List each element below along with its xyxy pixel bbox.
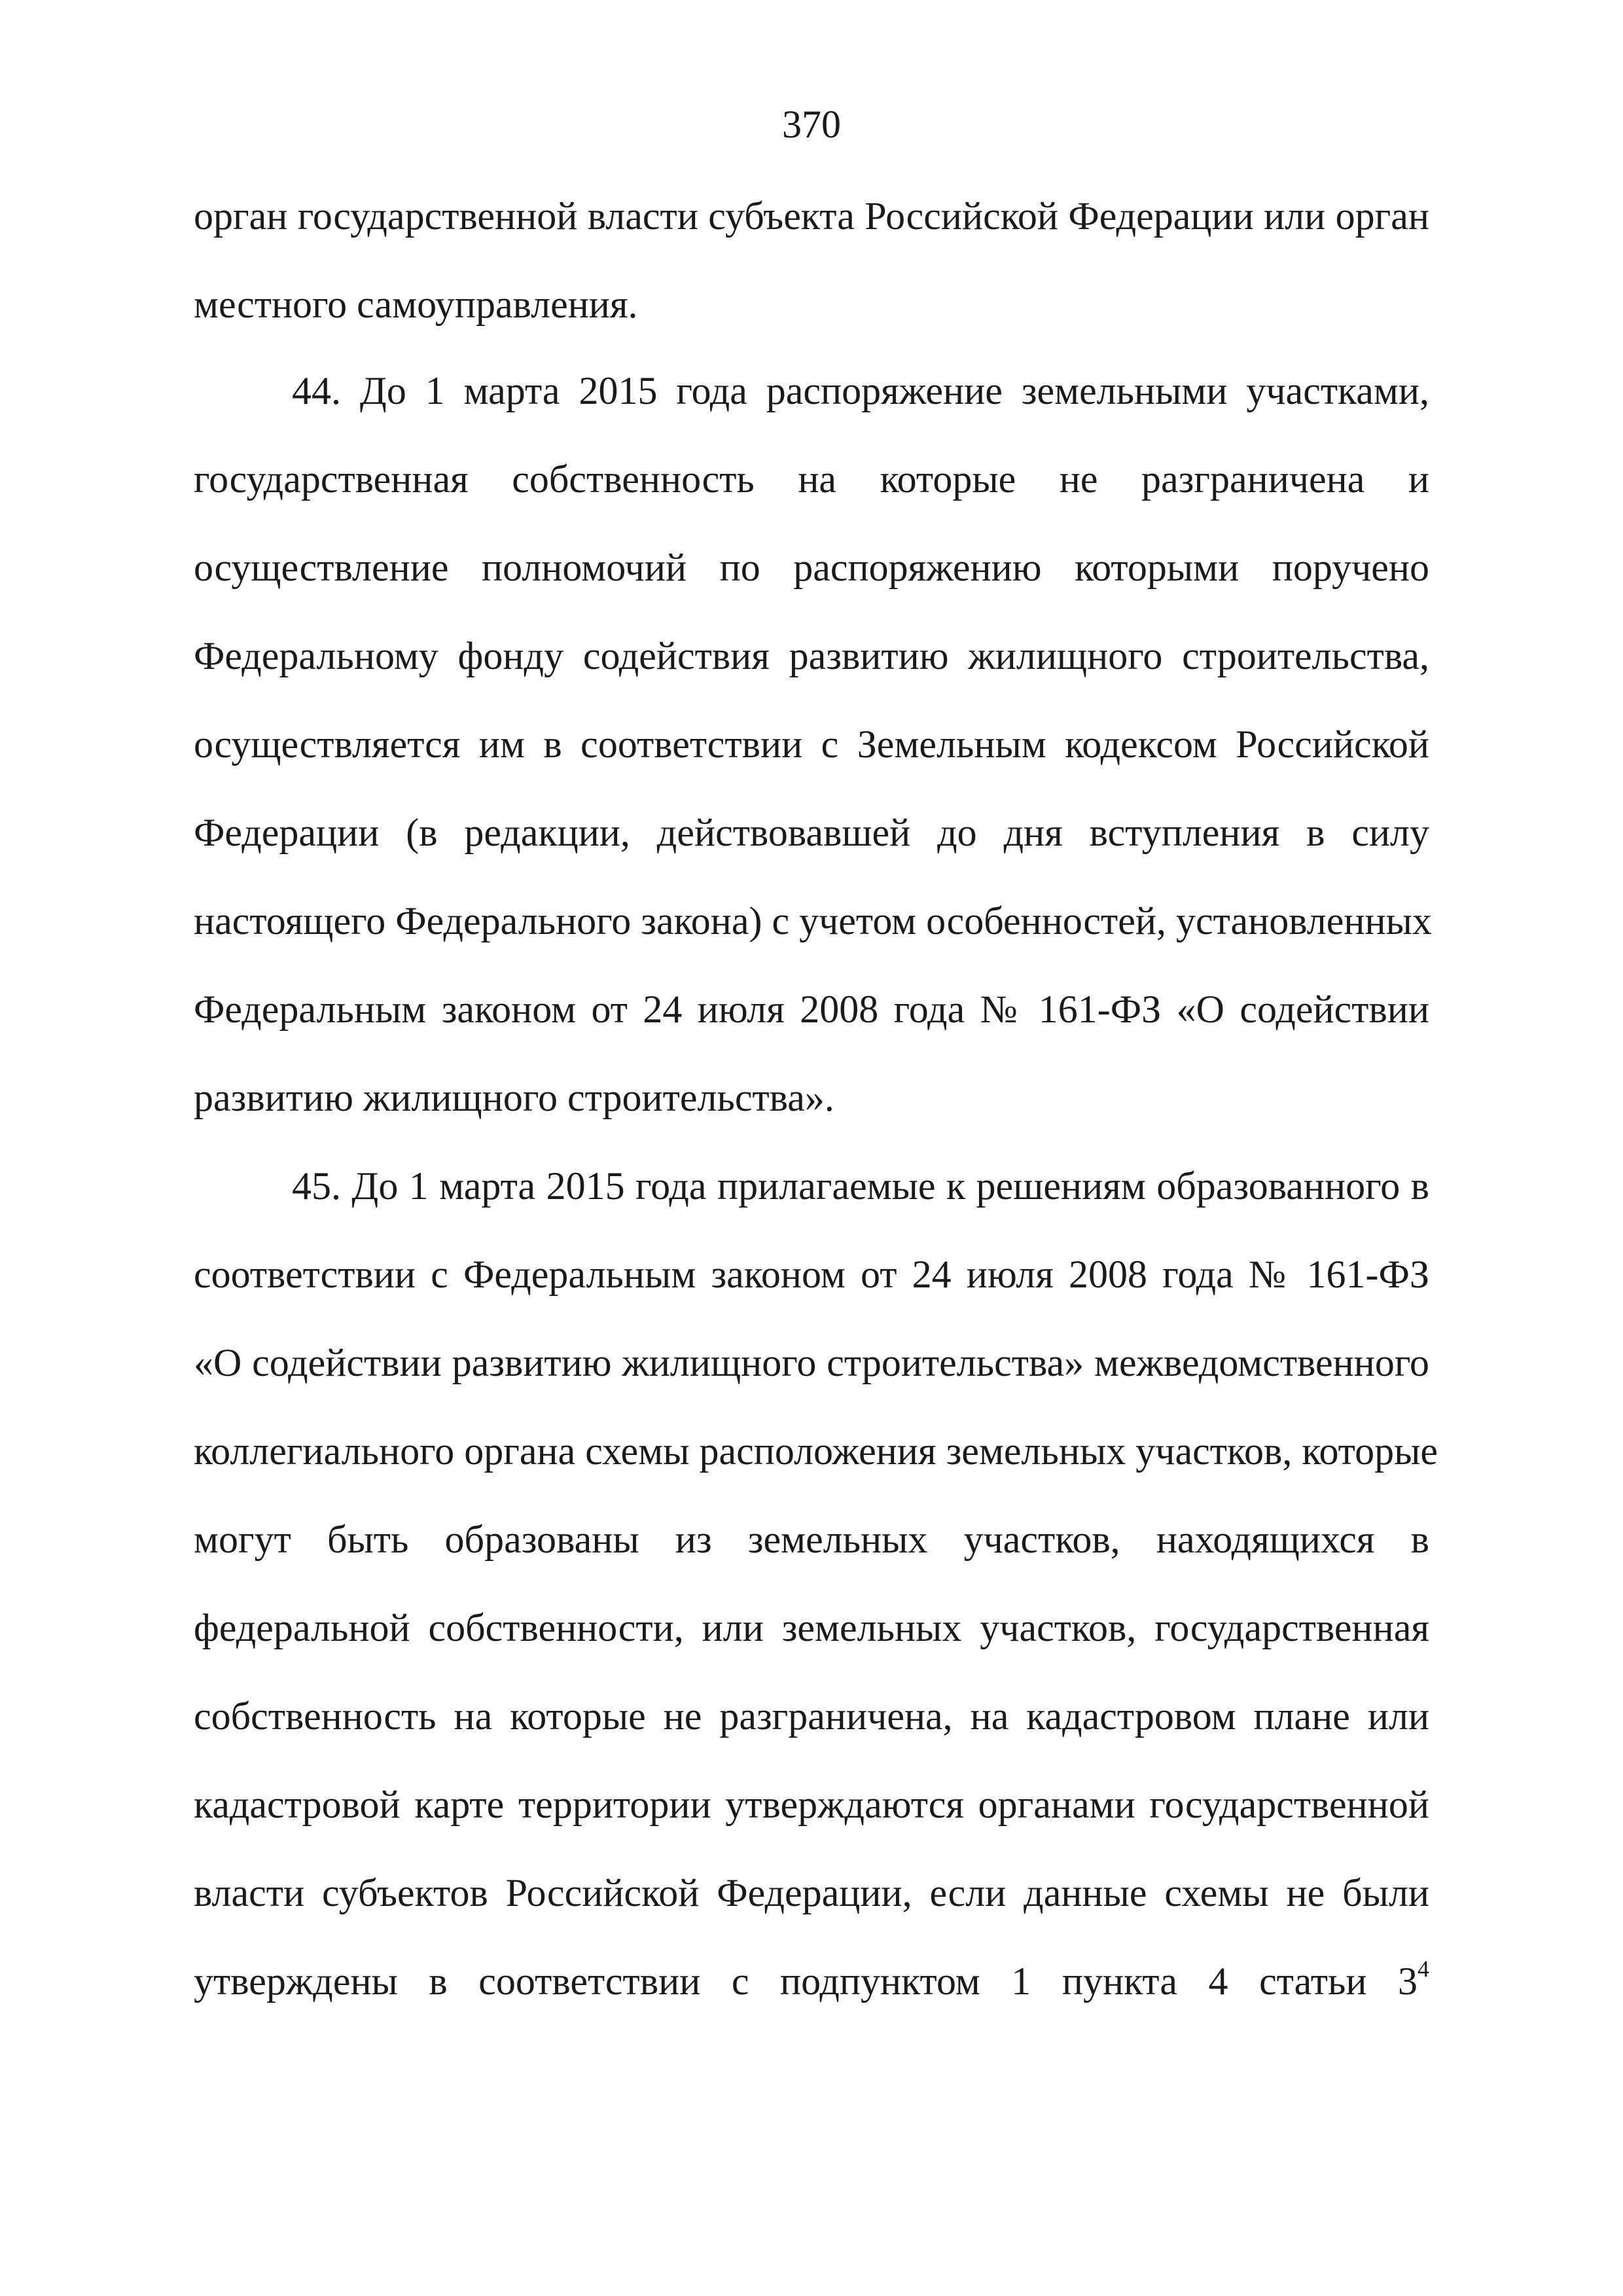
text-line: федеральной собственности, или земельных участков, государственная xyxy=(194,1606,1429,1649)
paragraph-44-start: 44. До 1 марта 2015 года распоряжение земельными участками, xyxy=(292,369,1429,412)
text-line: кадастровой карте территории утверждаются органами государственной xyxy=(194,1783,1429,1826)
text-line: настоящего Федерального закона) с учетом особенностей, установленных xyxy=(194,899,1432,942)
text-line: Федерации (в редакции, действовавшей до дня вступления в силу xyxy=(194,811,1429,854)
text-line: осуществление полномочий по распоряжению которыми поручено xyxy=(194,546,1429,589)
text-line-last-text: утверждены в соответствии с подпунктом 1 пункта 4 статьи 3 xyxy=(194,1960,1418,2003)
text-line: коллегиального органа схемы расположения земельных участков, которые xyxy=(194,1429,1438,1473)
text-line: «О содействии развитию жилищного строительства» межведомственного xyxy=(194,1341,1429,1384)
text-line: местного самоуправления. xyxy=(194,283,638,326)
text-line-last xyxy=(194,1955,1429,2007)
text-line: собственность на которые не разграничена, на кадастровом плане или xyxy=(194,1695,1429,1738)
text-line: государственная собственность на которые не разграничена и xyxy=(194,457,1429,501)
superscript-4: 4 xyxy=(1418,1956,1429,1982)
text-line: могут быть образованы из земельных участков, находящихся в xyxy=(194,1518,1429,1561)
text-line: соответствии с Федеральным законом от 24 июля 2008 года № 161-ФЗ xyxy=(194,1253,1429,1296)
text-line: власти субъектов Российской Федерации, если данные схемы не были xyxy=(194,1871,1429,1914)
text-line: орган государственной власти субъекта Российской Федерации или орган xyxy=(194,194,1429,238)
paragraph-45-start: 45. До 1 марта 2015 года прилагаемые к решениям образованного в xyxy=(292,1164,1429,1208)
text-line: Федеральному фонду содействия развитию жилищного строительства, xyxy=(194,634,1429,677)
text-line: Федеральным законом от 24 июля 2008 года № 161-ФЗ «О содействии xyxy=(194,988,1429,1031)
text-line: осуществляется им в соответствии с Земельным кодексом Российской xyxy=(194,723,1429,766)
page-number: 370 xyxy=(782,103,841,146)
text-line: развитию жилищного строительства». xyxy=(194,1076,834,1119)
